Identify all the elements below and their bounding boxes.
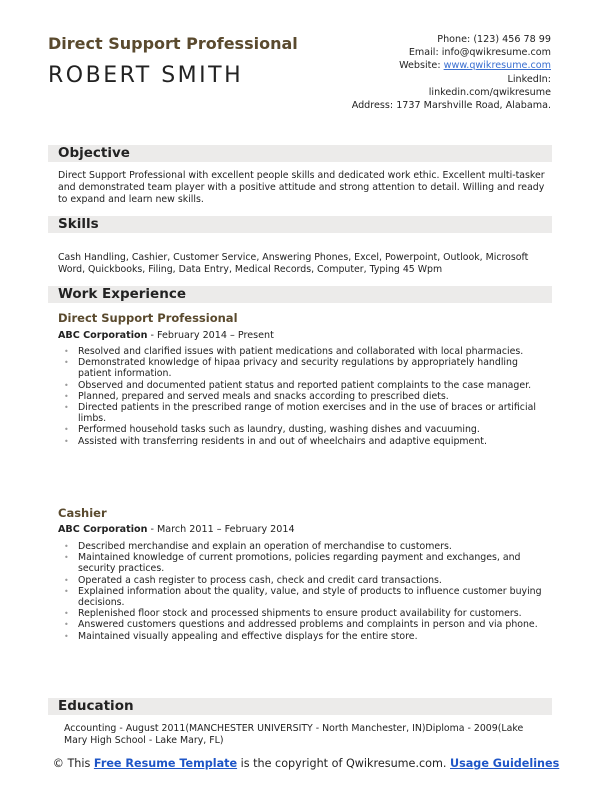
list-item: • Planned, prepared and served meals and snacks according to prescribed diets. <box>58 391 553 402</box>
list-item: • Resolved and clarified issues with patient medications and collaborated with local pharmacies. <box>58 346 553 357</box>
contact-email <box>321 46 551 59</box>
work-experience-heading: Work Experience <box>58 286 186 302</box>
education-text: Accounting - August 2011(MANCHESTER UNIVERSITY - North Manchester, IN)Diploma - 2009(Lake Mary High School - Lake Mary, FL) <box>64 723 524 746</box>
contact-phone <box>321 33 551 46</box>
email-label: Email: <box>408 47 439 59</box>
contact-linkedin-value: linkedin.com/qwikresume <box>428 86 551 98</box>
list-item: • Performed household tasks such as laundry, dusting, washing dishes and vacuuming. <box>58 424 553 435</box>
header-job-title: Direct Support Professional <box>48 34 298 53</box>
phone-label: Phone: <box>437 34 471 45</box>
company-name: ABC Corporation <box>58 330 148 341</box>
footer-middle: is the copyright of Qwikresume.com. <box>237 757 451 770</box>
education-heading: Education <box>58 698 134 714</box>
candidate-name: ROBERT SMITH <box>48 63 244 88</box>
phone-value: (123) 456 78 99 <box>473 34 551 45</box>
job-dates: - February 2014 – Present <box>147 330 274 341</box>
skills-heading: Skills <box>58 216 99 232</box>
address-label: Address: <box>351 100 394 112</box>
contact-address <box>321 99 551 112</box>
list-item: • Observed and documented patient status and reported patient complaints to the case manager. <box>58 380 553 391</box>
job-company-line <box>58 330 274 341</box>
contact-block <box>321 33 551 112</box>
email-value: info@qwikresume.com <box>441 47 551 59</box>
objective-heading: Objective <box>58 145 130 161</box>
website-link[interactable]: www.qwikresume.com <box>443 60 551 72</box>
list-item: • Replenished floor stock and processed shipments to ensure product availability for customers. <box>58 608 553 619</box>
free-resume-template-link[interactable]: Free Resume Template <box>93 757 238 770</box>
list-item: • Operated a cash register to process cash, check and credit card transactions. <box>58 575 553 586</box>
website-label: Website: <box>399 60 441 72</box>
list-item: • Maintained knowledge of current promotions, policies regarding payment and exchanges, and security practices. <box>58 552 553 574</box>
job-title: Cashier <box>58 506 107 520</box>
list-item: • Demonstrated knowledge of hipaa privacy and security regulations by appropriately handling patient information. <box>58 357 553 379</box>
list-item: • Assisted with transferring residents in and out of wheelchairs and adaptive equipment. <box>58 436 553 447</box>
list-item: • Answered customers questions and addressed problems and complaints in person and via phone. <box>58 619 553 630</box>
job-title: Direct Support Professional <box>58 311 238 325</box>
job-bullet-list <box>58 541 553 642</box>
work-experience-section-header <box>48 286 552 303</box>
usage-guidelines-link[interactable]: Usage Guidelines <box>450 757 560 770</box>
company-name: ABC Corporation <box>58 524 148 535</box>
list-item: • Directed patients in the prescribed range of motion exercises and in the use of braces or artificial limbs. <box>58 402 553 424</box>
objective-text: Direct Support Professional with excellent people skills and dedicated work ethic. Excellent multi-tasker and demonstrated team player with a positive attitude and strong attention to detail. Willing and ready to expand and learn new skills. <box>58 170 545 205</box>
copyright-footer <box>0 757 612 771</box>
skills-text: Cash Handling, Cashier, Customer Service, Answering Phones, Excel, Powerpoint, Outlook, Microsoft Word, Quickbooks, Filing, Data Entry, Medical Records, Computer, Typing 45 Wpm <box>58 252 529 275</box>
contact-linkedin-label: LinkedIn: <box>507 73 551 85</box>
objective-section-header <box>48 145 552 162</box>
list-item: • Described merchandise and explain an operation of merchandise to customers. <box>58 541 553 552</box>
footer-prefix: © This <box>52 757 94 770</box>
list-item: • Explained information about the quality, value, and style of products to influence customer buying decisions. <box>58 586 553 608</box>
address-value: 1737 Marshville Road, Alabama. <box>396 100 551 112</box>
job-company-line <box>58 524 295 535</box>
skills-section-header <box>48 216 552 233</box>
contact-website <box>321 59 551 72</box>
job-bullet-list <box>58 346 553 447</box>
job-dates: - March 2011 – February 2014 <box>147 524 295 535</box>
education-section-header <box>48 698 552 715</box>
list-item: • Maintained visually appealing and effective displays for the entire store. <box>58 631 553 642</box>
